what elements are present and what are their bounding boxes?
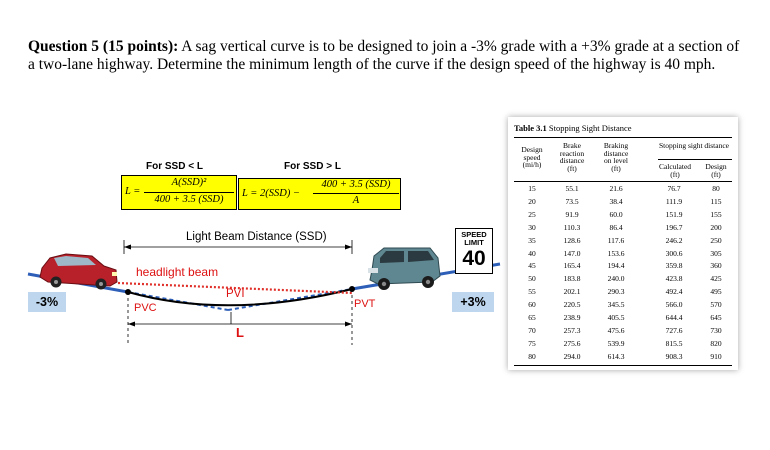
table-cell: 570	[710, 300, 722, 310]
question-body: A sag vertical curve is to be designed to join a -3% grade with a +3% grade at a section of a two-lane highway. Determine the minimum length of the curve if the design speed of the highway is 40 mph.	[28, 38, 740, 73]
formula-left-denominator: 400 + 3.5 (SSD)	[154, 194, 224, 205]
col-header-braking-distance	[594, 142, 638, 172]
table-cell: 50	[528, 274, 536, 284]
table-cell: 60.0	[609, 209, 623, 219]
table-cell: 475.6	[607, 325, 625, 335]
col-header-design-l3: (ft)	[711, 169, 721, 179]
table-cell: 110.3	[563, 222, 581, 232]
table-cell: 70	[528, 325, 536, 335]
pvc-label: PVC	[134, 302, 157, 314]
table-cell: 40	[528, 248, 536, 258]
col-header-brake-l0: Brake	[563, 141, 581, 150]
table-cell: 151.9	[665, 209, 683, 219]
table-cell: 75	[528, 338, 536, 348]
col-header-calculated-l3: (ft)	[670, 169, 680, 179]
table-cell: 153.6	[607, 248, 625, 258]
table-cell: 425	[710, 274, 722, 284]
table-cell: 38.4	[609, 196, 623, 206]
table-cell: 155	[710, 209, 722, 219]
col-header-speed-l2: speed	[523, 152, 541, 162]
question-heading: Question 5 (15 points):	[28, 38, 179, 55]
table-cell: 238.9	[563, 313, 581, 322]
col-header-brake-l2: distance	[559, 156, 585, 165]
ssd-arrow-right	[345, 245, 352, 250]
table-cell: 257.3	[563, 325, 581, 335]
col-header-speed-l1: Design	[521, 145, 543, 154]
table-cell: 345.5	[607, 300, 625, 310]
stopping-sight-distance-table	[508, 117, 738, 370]
table-cell: 614.3	[607, 351, 625, 361]
table-cell: 644.4	[665, 313, 683, 322]
table-cell: 730	[710, 325, 722, 335]
col-header-design	[698, 163, 734, 178]
col-header-braking-l1: distance	[603, 148, 629, 158]
table-number: Table 3.1	[514, 123, 547, 133]
col-header-brake-l3: (ft)	[567, 163, 577, 173]
table-cell: 20	[528, 196, 536, 206]
curve-length-label: L	[236, 325, 244, 340]
table-cell: 727.6	[665, 325, 683, 335]
table-cell: 360	[710, 261, 722, 271]
col-header-brake-l1: reaction	[559, 148, 585, 158]
table-cell: 246.2	[665, 235, 683, 245]
table-cell: 196.7	[665, 222, 683, 232]
l-arrow-left	[128, 322, 135, 327]
table-cell: 86.4	[609, 222, 623, 232]
table-cell: 21.6	[609, 184, 623, 193]
pvt-label: PVT	[354, 298, 376, 310]
table-cell: 73.5	[565, 196, 579, 206]
table-cell: 200	[710, 222, 722, 232]
table-title	[514, 123, 632, 133]
table-cell: 645	[710, 313, 722, 322]
table-cell: 80	[712, 184, 720, 193]
table-cell: 240.0	[607, 274, 625, 284]
formula-right-denominator: A	[352, 195, 360, 206]
col-header-calculated-l2: Calculated	[658, 162, 692, 171]
speed-limit-sign	[455, 228, 493, 274]
grade-right-badge: +3%	[452, 292, 494, 312]
col-header-calculated	[650, 163, 700, 178]
table-cell: 165.4	[563, 261, 581, 271]
table-cell: 15	[528, 184, 536, 193]
formula-right-numerator: 400 + 3.5 (SSD)	[321, 179, 391, 190]
table-cell: 194.4	[607, 261, 625, 271]
table-cell: 820	[710, 338, 722, 348]
col-header-speed-l3: (mi/h)	[522, 160, 542, 169]
col-header-braking-l0: Braking	[603, 141, 629, 150]
table-cell: 91.9	[565, 209, 579, 219]
table-cell: 423.8	[665, 274, 683, 284]
pvi-label: PVI	[226, 288, 245, 300]
table-cell: 147.0	[563, 248, 581, 258]
table-cell: 495	[710, 287, 722, 297]
table-cell: 539.9	[607, 338, 625, 348]
table-cell: 275.6	[563, 338, 581, 348]
table-cell: 908.3	[665, 351, 683, 361]
speed-sign-line1: SPEED	[461, 230, 487, 239]
table-caption: Stopping Sight Distance	[548, 123, 632, 133]
table-cell: 111.9	[665, 196, 683, 206]
car-right-icon	[368, 248, 440, 290]
headlight-beam-label: headlight beam	[136, 265, 219, 279]
table-cell: 294.0	[563, 351, 581, 361]
table-cell: 115	[710, 196, 722, 206]
table-cell: 290.3	[607, 287, 625, 297]
table-cell: 566.0	[665, 300, 683, 310]
formula-right-heading: For SSD > L	[284, 161, 341, 172]
col-header-speed	[514, 146, 550, 169]
table-cell: 300.6	[665, 248, 683, 258]
table-cell: 45	[528, 261, 536, 271]
car-left-icon	[40, 254, 117, 290]
table-cell: 128.6	[563, 235, 581, 245]
table-cell: 359.8	[665, 261, 683, 271]
formula-left-heading: For SSD < L	[146, 161, 203, 172]
l-arrow-right	[345, 322, 352, 327]
table-cell: 815.5	[665, 338, 683, 348]
table-cell: 183.8	[563, 274, 581, 284]
table-cell: 405.5	[607, 313, 625, 322]
table-rule-group	[658, 159, 732, 160]
speed-sign-value: 40	[462, 247, 486, 270]
grade-left-badge: -3%	[28, 292, 66, 312]
formula-right-lhs: L = 2(SSD) −	[242, 188, 301, 199]
table-cell: 492.4	[665, 287, 683, 297]
col-header-braking-l2: on level	[604, 156, 628, 165]
table-cell: 117.6	[607, 235, 625, 245]
ssd-label: Light Beam Distance (SSD)	[186, 231, 327, 243]
table-rule-bottom	[514, 365, 732, 366]
table-cell: 25	[528, 209, 536, 219]
table-rule-header	[514, 181, 732, 182]
table-cell: 55.1	[565, 184, 579, 193]
table-cell: 80	[528, 351, 536, 361]
ssd-arrow-left	[124, 245, 131, 250]
table-cell: 30	[528, 222, 536, 232]
table-cell: 202.1	[563, 287, 581, 297]
table-cell: 250	[710, 235, 722, 245]
table-cell: 220.5	[563, 300, 581, 310]
col-header-brake-reaction	[552, 142, 592, 172]
table-cell: 76.7	[667, 184, 681, 193]
tangent-extension-right	[228, 289, 352, 310]
table-cell: 910	[710, 351, 722, 361]
table-rule-top	[514, 137, 732, 138]
formula-left-numerator: A(SSD)²	[171, 177, 207, 188]
table-cell: 35	[528, 235, 536, 245]
table-cell: 65	[528, 313, 536, 322]
group-header: Stopping sight distance	[659, 141, 729, 150]
col-header-design-l2: Design	[705, 162, 727, 171]
formula-left-lhs: L =	[125, 186, 141, 197]
table-cell: 305	[710, 248, 722, 258]
table-cell: 60	[528, 300, 536, 310]
col-header-braking-l3: (ft)	[611, 163, 621, 173]
table-cell: 55	[528, 287, 536, 297]
speed-sign-line2: LIMIT	[464, 238, 484, 247]
